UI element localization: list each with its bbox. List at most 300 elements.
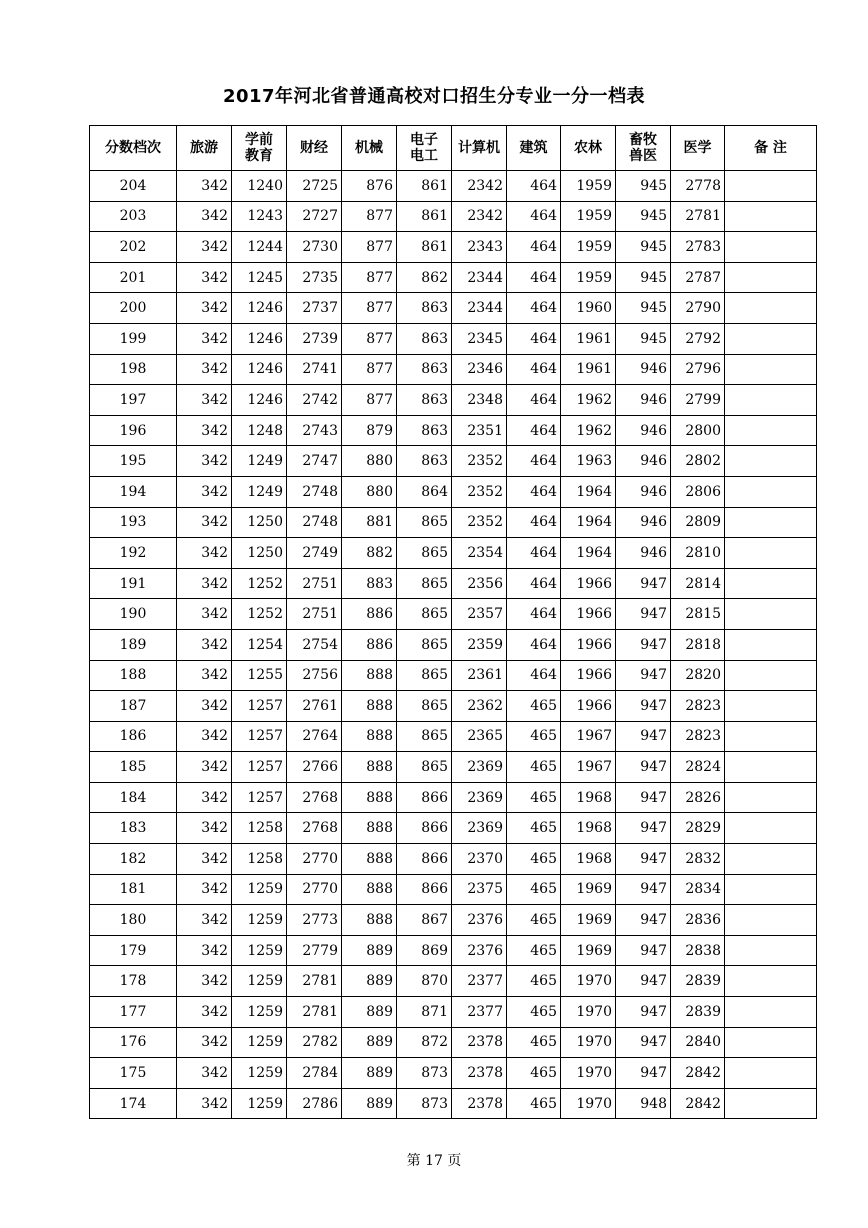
count-cell: 2778: [671, 171, 725, 202]
count-cell: 1970: [561, 966, 616, 997]
count-cell: 1259: [232, 997, 287, 1028]
count-cell: 464: [507, 629, 561, 660]
count-cell: 876: [342, 171, 397, 202]
count-cell: 2748: [287, 476, 342, 507]
count-cell: 464: [507, 201, 561, 232]
table-row: [90, 476, 817, 507]
count-cell: 2809: [671, 507, 725, 538]
count-cell: 866: [397, 874, 452, 905]
count-cell: 2348: [452, 385, 507, 416]
count-cell: 881: [342, 507, 397, 538]
count-cell: 342: [177, 262, 232, 293]
count-cell: 880: [342, 476, 397, 507]
score-cell: 192: [90, 538, 177, 569]
count-cell: 342: [177, 813, 232, 844]
count-cell: 888: [342, 721, 397, 752]
count-cell: 1961: [561, 323, 616, 354]
score-cell: 200: [90, 293, 177, 324]
count-cell: 1966: [561, 629, 616, 660]
column-header: [725, 126, 817, 171]
note-cell: [725, 660, 817, 691]
score-cell: 174: [90, 1088, 177, 1119]
count-cell: 2815: [671, 599, 725, 630]
score-cell: 201: [90, 262, 177, 293]
count-cell: 2829: [671, 813, 725, 844]
count-cell: 1962: [561, 385, 616, 416]
count-cell: 2823: [671, 691, 725, 722]
count-cell: 2365: [452, 721, 507, 752]
score-cell: 182: [90, 844, 177, 875]
count-cell: 1254: [232, 629, 287, 660]
count-cell: 2806: [671, 476, 725, 507]
count-cell: 1961: [561, 354, 616, 385]
count-cell: 2754: [287, 629, 342, 660]
table-row: [90, 293, 817, 324]
score-cell: 195: [90, 446, 177, 477]
column-header-label: 畜牧: [629, 132, 657, 148]
count-cell: 870: [397, 966, 452, 997]
note-cell: [725, 905, 817, 936]
count-cell: 2342: [452, 171, 507, 202]
count-cell: 947: [616, 1027, 671, 1058]
count-cell: 342: [177, 844, 232, 875]
count-cell: 1246: [232, 385, 287, 416]
count-cell: 2824: [671, 752, 725, 783]
count-cell: 464: [507, 232, 561, 263]
count-cell: 1968: [561, 844, 616, 875]
column-header-label: 教育: [245, 148, 273, 164]
count-cell: 1240: [232, 171, 287, 202]
score-cell: 185: [90, 752, 177, 783]
count-cell: 863: [397, 446, 452, 477]
count-cell: 1244: [232, 232, 287, 263]
count-cell: 861: [397, 201, 452, 232]
note-cell: [725, 874, 817, 905]
score-cell: 190: [90, 599, 177, 630]
count-cell: 947: [616, 844, 671, 875]
count-cell: 1243: [232, 201, 287, 232]
count-cell: 866: [397, 844, 452, 875]
count-cell: 865: [397, 691, 452, 722]
count-cell: 342: [177, 782, 232, 813]
score-cell: 198: [90, 354, 177, 385]
count-cell: 2369: [452, 782, 507, 813]
column-header-label: 电工: [410, 148, 438, 164]
note-cell: [725, 1027, 817, 1058]
count-cell: 1259: [232, 905, 287, 936]
note-cell: [725, 844, 817, 875]
note-cell: [725, 171, 817, 202]
count-cell: 1248: [232, 415, 287, 446]
note-cell: [725, 232, 817, 263]
count-cell: 1970: [561, 997, 616, 1028]
count-cell: 946: [616, 476, 671, 507]
count-cell: 889: [342, 997, 397, 1028]
count-cell: 342: [177, 691, 232, 722]
count-cell: 888: [342, 874, 397, 905]
column-header-label: 农林: [574, 140, 602, 156]
count-cell: 945: [616, 323, 671, 354]
table-row: [90, 323, 817, 354]
count-cell: 2842: [671, 1088, 725, 1119]
count-cell: 877: [342, 354, 397, 385]
count-cell: 2790: [671, 293, 725, 324]
score-cell: 203: [90, 201, 177, 232]
count-cell: 2354: [452, 538, 507, 569]
note-cell: [725, 721, 817, 752]
count-cell: 945: [616, 171, 671, 202]
count-cell: 2823: [671, 721, 725, 752]
table-row: [90, 415, 817, 446]
column-header-label: 旅游: [190, 140, 218, 156]
count-cell: 465: [507, 1027, 561, 1058]
count-cell: 465: [507, 997, 561, 1028]
count-cell: 947: [616, 629, 671, 660]
count-cell: 2357: [452, 599, 507, 630]
score-cell: 177: [90, 997, 177, 1028]
table-row: [90, 354, 817, 385]
score-cell: 191: [90, 568, 177, 599]
count-cell: 2727: [287, 201, 342, 232]
column-header-label: 分数档次: [105, 140, 161, 156]
count-cell: 465: [507, 752, 561, 783]
count-cell: 2743: [287, 415, 342, 446]
column-header-label: 计算机: [458, 140, 500, 156]
count-cell: 2782: [287, 1027, 342, 1058]
count-cell: 465: [507, 874, 561, 905]
count-cell: 945: [616, 232, 671, 263]
count-cell: 2796: [671, 354, 725, 385]
count-cell: 1257: [232, 721, 287, 752]
count-cell: 1252: [232, 599, 287, 630]
note-cell: [725, 507, 817, 538]
count-cell: 465: [507, 782, 561, 813]
note-cell: [725, 599, 817, 630]
count-cell: 864: [397, 476, 452, 507]
score-cell: 194: [90, 476, 177, 507]
count-cell: 1967: [561, 752, 616, 783]
score-cell: 183: [90, 813, 177, 844]
count-cell: 2779: [287, 935, 342, 966]
count-cell: 342: [177, 538, 232, 569]
count-cell: 2749: [287, 538, 342, 569]
count-cell: 2784: [287, 1058, 342, 1089]
score-cell: 179: [90, 935, 177, 966]
count-cell: 464: [507, 660, 561, 691]
count-cell: 862: [397, 262, 452, 293]
count-cell: 888: [342, 905, 397, 936]
count-cell: 947: [616, 997, 671, 1028]
note-cell: [725, 752, 817, 783]
count-cell: 888: [342, 691, 397, 722]
table-row: [90, 691, 817, 722]
count-cell: 342: [177, 293, 232, 324]
count-cell: 2826: [671, 782, 725, 813]
count-cell: 2781: [287, 966, 342, 997]
count-cell: 2376: [452, 935, 507, 966]
count-cell: 1970: [561, 1027, 616, 1058]
note-cell: [725, 629, 817, 660]
count-cell: 886: [342, 599, 397, 630]
count-cell: 1259: [232, 966, 287, 997]
note-cell: [725, 1058, 817, 1089]
column-header: [90, 126, 177, 171]
score-cell: 199: [90, 323, 177, 354]
count-cell: 2751: [287, 599, 342, 630]
count-cell: 873: [397, 1088, 452, 1119]
count-cell: 1968: [561, 782, 616, 813]
count-cell: 2378: [452, 1027, 507, 1058]
column-header: [507, 126, 561, 171]
count-cell: 342: [177, 446, 232, 477]
count-cell: 947: [616, 935, 671, 966]
count-cell: 2839: [671, 966, 725, 997]
count-cell: 877: [342, 262, 397, 293]
count-cell: 889: [342, 1027, 397, 1058]
count-cell: 889: [342, 966, 397, 997]
table-row: [90, 660, 817, 691]
count-cell: 465: [507, 905, 561, 936]
count-cell: 465: [507, 966, 561, 997]
count-cell: 867: [397, 905, 452, 936]
count-cell: 873: [397, 1058, 452, 1089]
count-cell: 2344: [452, 262, 507, 293]
count-cell: 1959: [561, 201, 616, 232]
column-header-label: 电子: [410, 132, 438, 148]
count-cell: 1249: [232, 446, 287, 477]
count-cell: 2768: [287, 813, 342, 844]
column-header: [232, 126, 287, 171]
count-cell: 947: [616, 568, 671, 599]
count-cell: 947: [616, 782, 671, 813]
count-cell: 865: [397, 599, 452, 630]
count-cell: 2810: [671, 538, 725, 569]
column-header: [177, 126, 232, 171]
count-cell: 863: [397, 293, 452, 324]
count-cell: 342: [177, 752, 232, 783]
count-cell: 2800: [671, 415, 725, 446]
count-cell: 889: [342, 935, 397, 966]
count-cell: 465: [507, 721, 561, 752]
count-cell: 2376: [452, 905, 507, 936]
count-cell: 863: [397, 385, 452, 416]
count-cell: 879: [342, 415, 397, 446]
count-cell: 946: [616, 538, 671, 569]
count-cell: 464: [507, 476, 561, 507]
count-cell: 342: [177, 1088, 232, 1119]
count-cell: 865: [397, 507, 452, 538]
column-header: [342, 126, 397, 171]
count-cell: 465: [507, 935, 561, 966]
count-cell: 465: [507, 1088, 561, 1119]
count-cell: 1245: [232, 262, 287, 293]
count-cell: 342: [177, 935, 232, 966]
count-cell: 945: [616, 201, 671, 232]
count-cell: 342: [177, 997, 232, 1028]
count-cell: 342: [177, 1058, 232, 1089]
column-header: [397, 126, 452, 171]
count-cell: 947: [616, 752, 671, 783]
count-cell: 947: [616, 813, 671, 844]
count-cell: 2352: [452, 446, 507, 477]
count-cell: 342: [177, 323, 232, 354]
count-cell: 2344: [452, 293, 507, 324]
count-cell: 2346: [452, 354, 507, 385]
score-cell: 176: [90, 1027, 177, 1058]
page-title: 2017年河北省普通高校对口招生分专业一分一档表: [222, 86, 646, 107]
count-cell: 342: [177, 415, 232, 446]
table-row: [90, 844, 817, 875]
count-cell: 947: [616, 874, 671, 905]
table-row: [90, 1058, 817, 1089]
table-row: [90, 752, 817, 783]
count-cell: 865: [397, 752, 452, 783]
count-cell: 2770: [287, 874, 342, 905]
count-cell: 465: [507, 691, 561, 722]
count-cell: 342: [177, 171, 232, 202]
table-row: [90, 997, 817, 1028]
count-cell: 342: [177, 354, 232, 385]
count-cell: 2361: [452, 660, 507, 691]
score-cell: 189: [90, 629, 177, 660]
table-row: [90, 385, 817, 416]
column-header-label: 机械: [355, 140, 383, 156]
count-cell: 342: [177, 201, 232, 232]
count-cell: 2783: [671, 232, 725, 263]
table-row: [90, 935, 817, 966]
count-cell: 1252: [232, 568, 287, 599]
count-cell: 865: [397, 629, 452, 660]
count-cell: 888: [342, 660, 397, 691]
count-cell: 465: [507, 844, 561, 875]
count-cell: 342: [177, 1027, 232, 1058]
count-cell: 2342: [452, 201, 507, 232]
count-cell: 2377: [452, 966, 507, 997]
score-cell: 180: [90, 905, 177, 936]
score-cell: 178: [90, 966, 177, 997]
count-cell: 1246: [232, 293, 287, 324]
note-cell: [725, 966, 817, 997]
count-cell: 865: [397, 721, 452, 752]
count-cell: 464: [507, 293, 561, 324]
count-cell: 2378: [452, 1058, 507, 1089]
count-cell: 947: [616, 691, 671, 722]
table-row: [90, 905, 817, 936]
count-cell: 946: [616, 385, 671, 416]
count-cell: 2730: [287, 232, 342, 263]
count-cell: 2345: [452, 323, 507, 354]
note-cell: [725, 201, 817, 232]
table-row: [90, 538, 817, 569]
count-cell: 2838: [671, 935, 725, 966]
count-cell: 1970: [561, 1088, 616, 1119]
count-cell: 1255: [232, 660, 287, 691]
score-cell: 181: [90, 874, 177, 905]
count-cell: 2351: [452, 415, 507, 446]
count-cell: 2370: [452, 844, 507, 875]
count-cell: 946: [616, 507, 671, 538]
count-cell: 1246: [232, 323, 287, 354]
count-cell: 2842: [671, 1058, 725, 1089]
count-cell: 2359: [452, 629, 507, 660]
score-cell: 196: [90, 415, 177, 446]
count-cell: 2818: [671, 629, 725, 660]
column-header: [452, 126, 507, 171]
column-header: [616, 126, 671, 171]
count-cell: 946: [616, 415, 671, 446]
count-cell: 342: [177, 568, 232, 599]
count-cell: 2768: [287, 782, 342, 813]
count-cell: 2742: [287, 385, 342, 416]
count-cell: 464: [507, 354, 561, 385]
count-cell: 866: [397, 782, 452, 813]
count-cell: 889: [342, 1058, 397, 1089]
count-cell: 2751: [287, 568, 342, 599]
table-row: [90, 568, 817, 599]
table-row: [90, 171, 817, 202]
count-cell: 2814: [671, 568, 725, 599]
note-cell: [725, 446, 817, 477]
table-row: [90, 599, 817, 630]
count-cell: 1968: [561, 813, 616, 844]
count-cell: 871: [397, 997, 452, 1028]
count-cell: 2834: [671, 874, 725, 905]
count-cell: 2747: [287, 446, 342, 477]
table-row: [90, 201, 817, 232]
count-cell: 865: [397, 568, 452, 599]
count-cell: 1249: [232, 476, 287, 507]
count-cell: 947: [616, 660, 671, 691]
count-cell: 465: [507, 813, 561, 844]
score-cell: 187: [90, 691, 177, 722]
score-cell: 184: [90, 782, 177, 813]
note-cell: [725, 568, 817, 599]
count-cell: 2343: [452, 232, 507, 263]
count-cell: 880: [342, 446, 397, 477]
count-cell: 888: [342, 782, 397, 813]
count-cell: 947: [616, 721, 671, 752]
count-cell: 2737: [287, 293, 342, 324]
count-cell: 1962: [561, 415, 616, 446]
column-header-label: 医学: [683, 140, 712, 156]
note-cell: [725, 476, 817, 507]
count-cell: 945: [616, 293, 671, 324]
note-cell: [725, 935, 817, 966]
count-cell: 863: [397, 354, 452, 385]
note-cell: [725, 691, 817, 722]
note-cell: [725, 354, 817, 385]
count-cell: 1969: [561, 905, 616, 936]
count-cell: 342: [177, 599, 232, 630]
count-cell: 2820: [671, 660, 725, 691]
count-cell: 888: [342, 844, 397, 875]
score-cell: 197: [90, 385, 177, 416]
count-cell: 1960: [561, 293, 616, 324]
count-cell: 342: [177, 721, 232, 752]
count-cell: 2377: [452, 997, 507, 1028]
count-cell: 1259: [232, 874, 287, 905]
count-cell: 2369: [452, 813, 507, 844]
note-cell: [725, 415, 817, 446]
count-cell: 861: [397, 171, 452, 202]
count-cell: 342: [177, 905, 232, 936]
count-cell: 2781: [671, 201, 725, 232]
count-cell: 1257: [232, 782, 287, 813]
note-cell: [725, 997, 817, 1028]
count-cell: 1966: [561, 599, 616, 630]
count-cell: 869: [397, 935, 452, 966]
score-table: [89, 125, 817, 1119]
